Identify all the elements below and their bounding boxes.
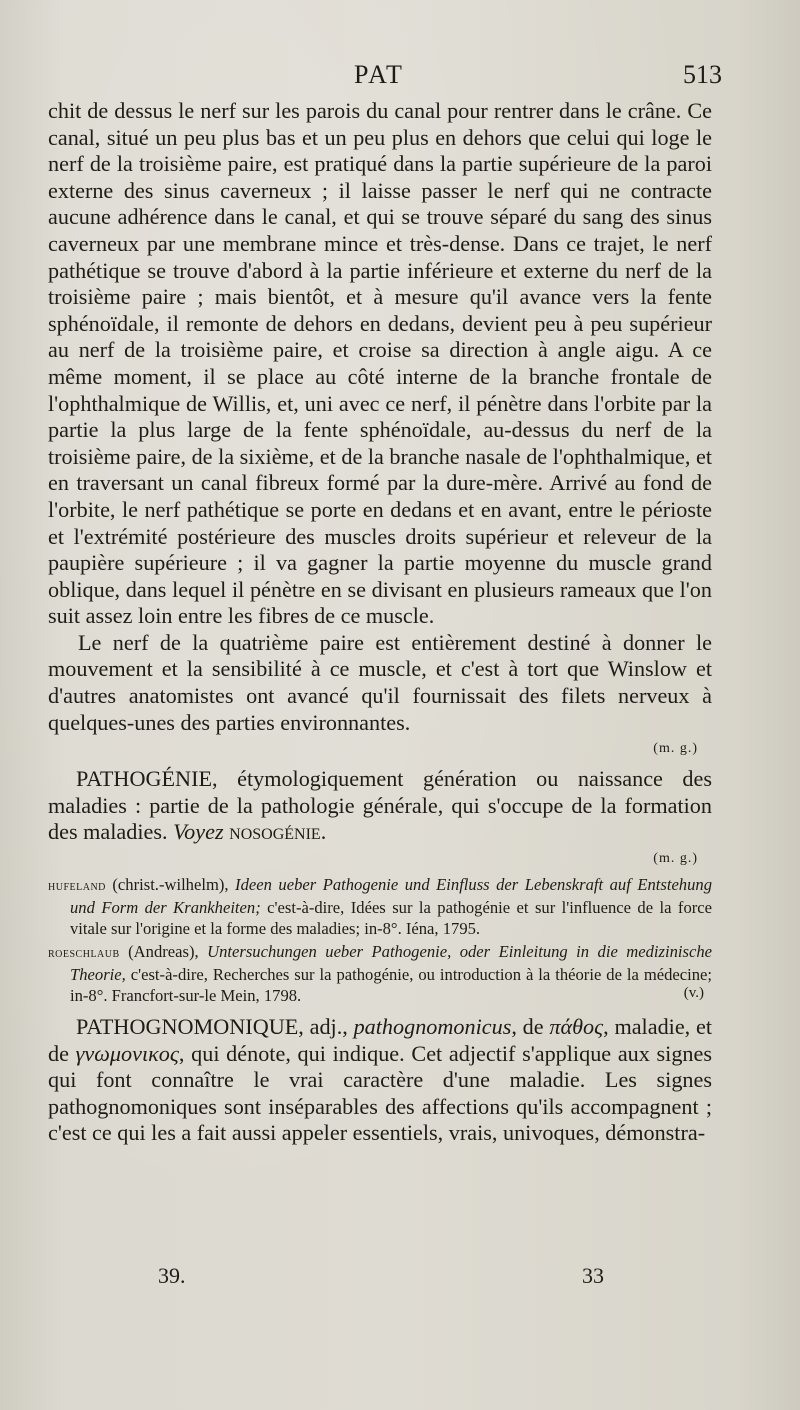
- entry-text: , maladie, et de: [48, 1014, 712, 1066]
- voyez-label: Voyez: [173, 819, 224, 845]
- bibliography-signature: (v.): [683, 985, 704, 1002]
- paragraph-nerve-course: chit de dessus le nerf sur les parois du canal pour rentrer dans le crâne. Ce canal, situé un peu plus bas et un peu plus en dehors que celui qui loge le nerf de la troisième paire, est pratiqué dans la partie supérieure de la paroi externe des sinus caverneux ; il laisse passer le nerf qui ne contracte aucune adhérence dans le canal, et qui se trouve séparé du sang des sinus caverneux par une membrane mince et très-dense. Dans ce trajet, le nerf pathétique se trouve d'abord à la partie inférieure et externe du nerf de la troisième paire ; mais bientôt, et à mesure qu'il avance vers la fente sphénoïdale, il remonte de dehors en dedans, devient peu à peu supérieur au nerf de la troisième paire, et croise sa direction à angle aigu. A ce même moment, il se place au côté interne de la branche frontale de l'ophthalmique de Willis, et, uni avec ce nerf, il pénètre dans l'orbite par la partie la plus large de la fente sphénoïdale, au-dessus du nerf de la troisième paire, de la sixième, et de la branche nasale de l'ophthalmique, et en traversant un canal fibreux formé par la dure-mère. Arrivé au fond de l'orbite, le nerf pathétique se porte en dedans et en avant, entre le périoste et l'extrémité postérieure des muscles droits supérieur et releveur de la paupière supérieure ; il va gagner la partie moyenne du muscle grand oblique, dans lequel il pénètre en se divisant en plusieurs rameaux que l'on suit assez loin entre les fibres de ce muscle.: [48, 98, 712, 629]
- entry-signature: (m. g.): [653, 851, 698, 867]
- paragraph-nerve-function: Le nerf de la quatrième paire est entièrement destiné à donner le mouvement et la sensibilité à ce muscle, et c'est à tort que Winslow et d'autres anatomistes ont avancé qu'il fournissait des filets nerveux à quelques-unes des parties environnantes.: [48, 629, 712, 735]
- greek-term: γνωμονικος: [75, 1040, 179, 1066]
- bib-title: Ideen ueber Pathogenie und Einfluss der Lebenskraft auf Entstehung und Form der Krankheiten;: [70, 875, 712, 918]
- sheet-number: 33: [582, 1263, 604, 1288]
- latin-term: pathognomonicus: [353, 1014, 512, 1040]
- bib-details: c'est-à-dire, Idées sur la pathogénie et sur l'influence de la force vitale sur l'origine et la forme des maladies; in-8°. Iéna, 1795.: [70, 898, 712, 939]
- bib-author-names: (Andreas),: [128, 942, 199, 962]
- page-number: 513: [683, 60, 722, 89]
- bib-author-names: (christ.-wilhelm),: [112, 875, 229, 895]
- entry-text: , de: [511, 1014, 544, 1040]
- bibliography-item: [48, 874, 712, 939]
- author-signature: (m. g.): [653, 741, 698, 757]
- entry-headword: PATHOGÉNIE: [76, 766, 213, 792]
- bib-author: hufeland: [48, 879, 106, 895]
- page-footer: [0, 1263, 800, 1293]
- greek-term: πάθος: [549, 1014, 604, 1040]
- running-head-title: PAT: [354, 60, 404, 89]
- entry-headword: PATHOGNOMONIQUE: [76, 1014, 299, 1040]
- running-head: [48, 60, 722, 98]
- part-of-speech: , adj.,: [298, 1014, 348, 1040]
- bib-details: c'est-à-dire, Recherches sur la pathogénie, ou introduction à la théorie de la médecine; in-8°. Francfort-sur-le Mein, 1798.: [70, 965, 713, 1006]
- entry-pathogenie: [48, 766, 712, 846]
- cross-reference: nosogénie.: [229, 819, 327, 845]
- entry-pathognomonique: [48, 1014, 712, 1147]
- bib-author: roeschlaub: [48, 946, 120, 962]
- signature-mark: 39.: [158, 1263, 186, 1288]
- bib-title: Untersuchungen ueber Pathogenie, oder Einleitung in die medizinische Theorie,: [70, 942, 712, 985]
- entry-definition: , étymologiquement génération ou naissance des maladies : partie de la pathologie générale, qui s'occupe de la formation des maladies.: [48, 766, 712, 845]
- bibliography: [48, 874, 713, 1006]
- entry-definition: , qui dénote, qui indique. Cet adjectif s'applique aux signes qui font connaître le vrai caractère d'une maladie. Les signes pathognomoniques sont inséparables des affections qu'ils accompagnent ; c'est ce qui les a fait aussi appeler essentiels, vrais, univoques, démonstra-: [48, 1040, 713, 1146]
